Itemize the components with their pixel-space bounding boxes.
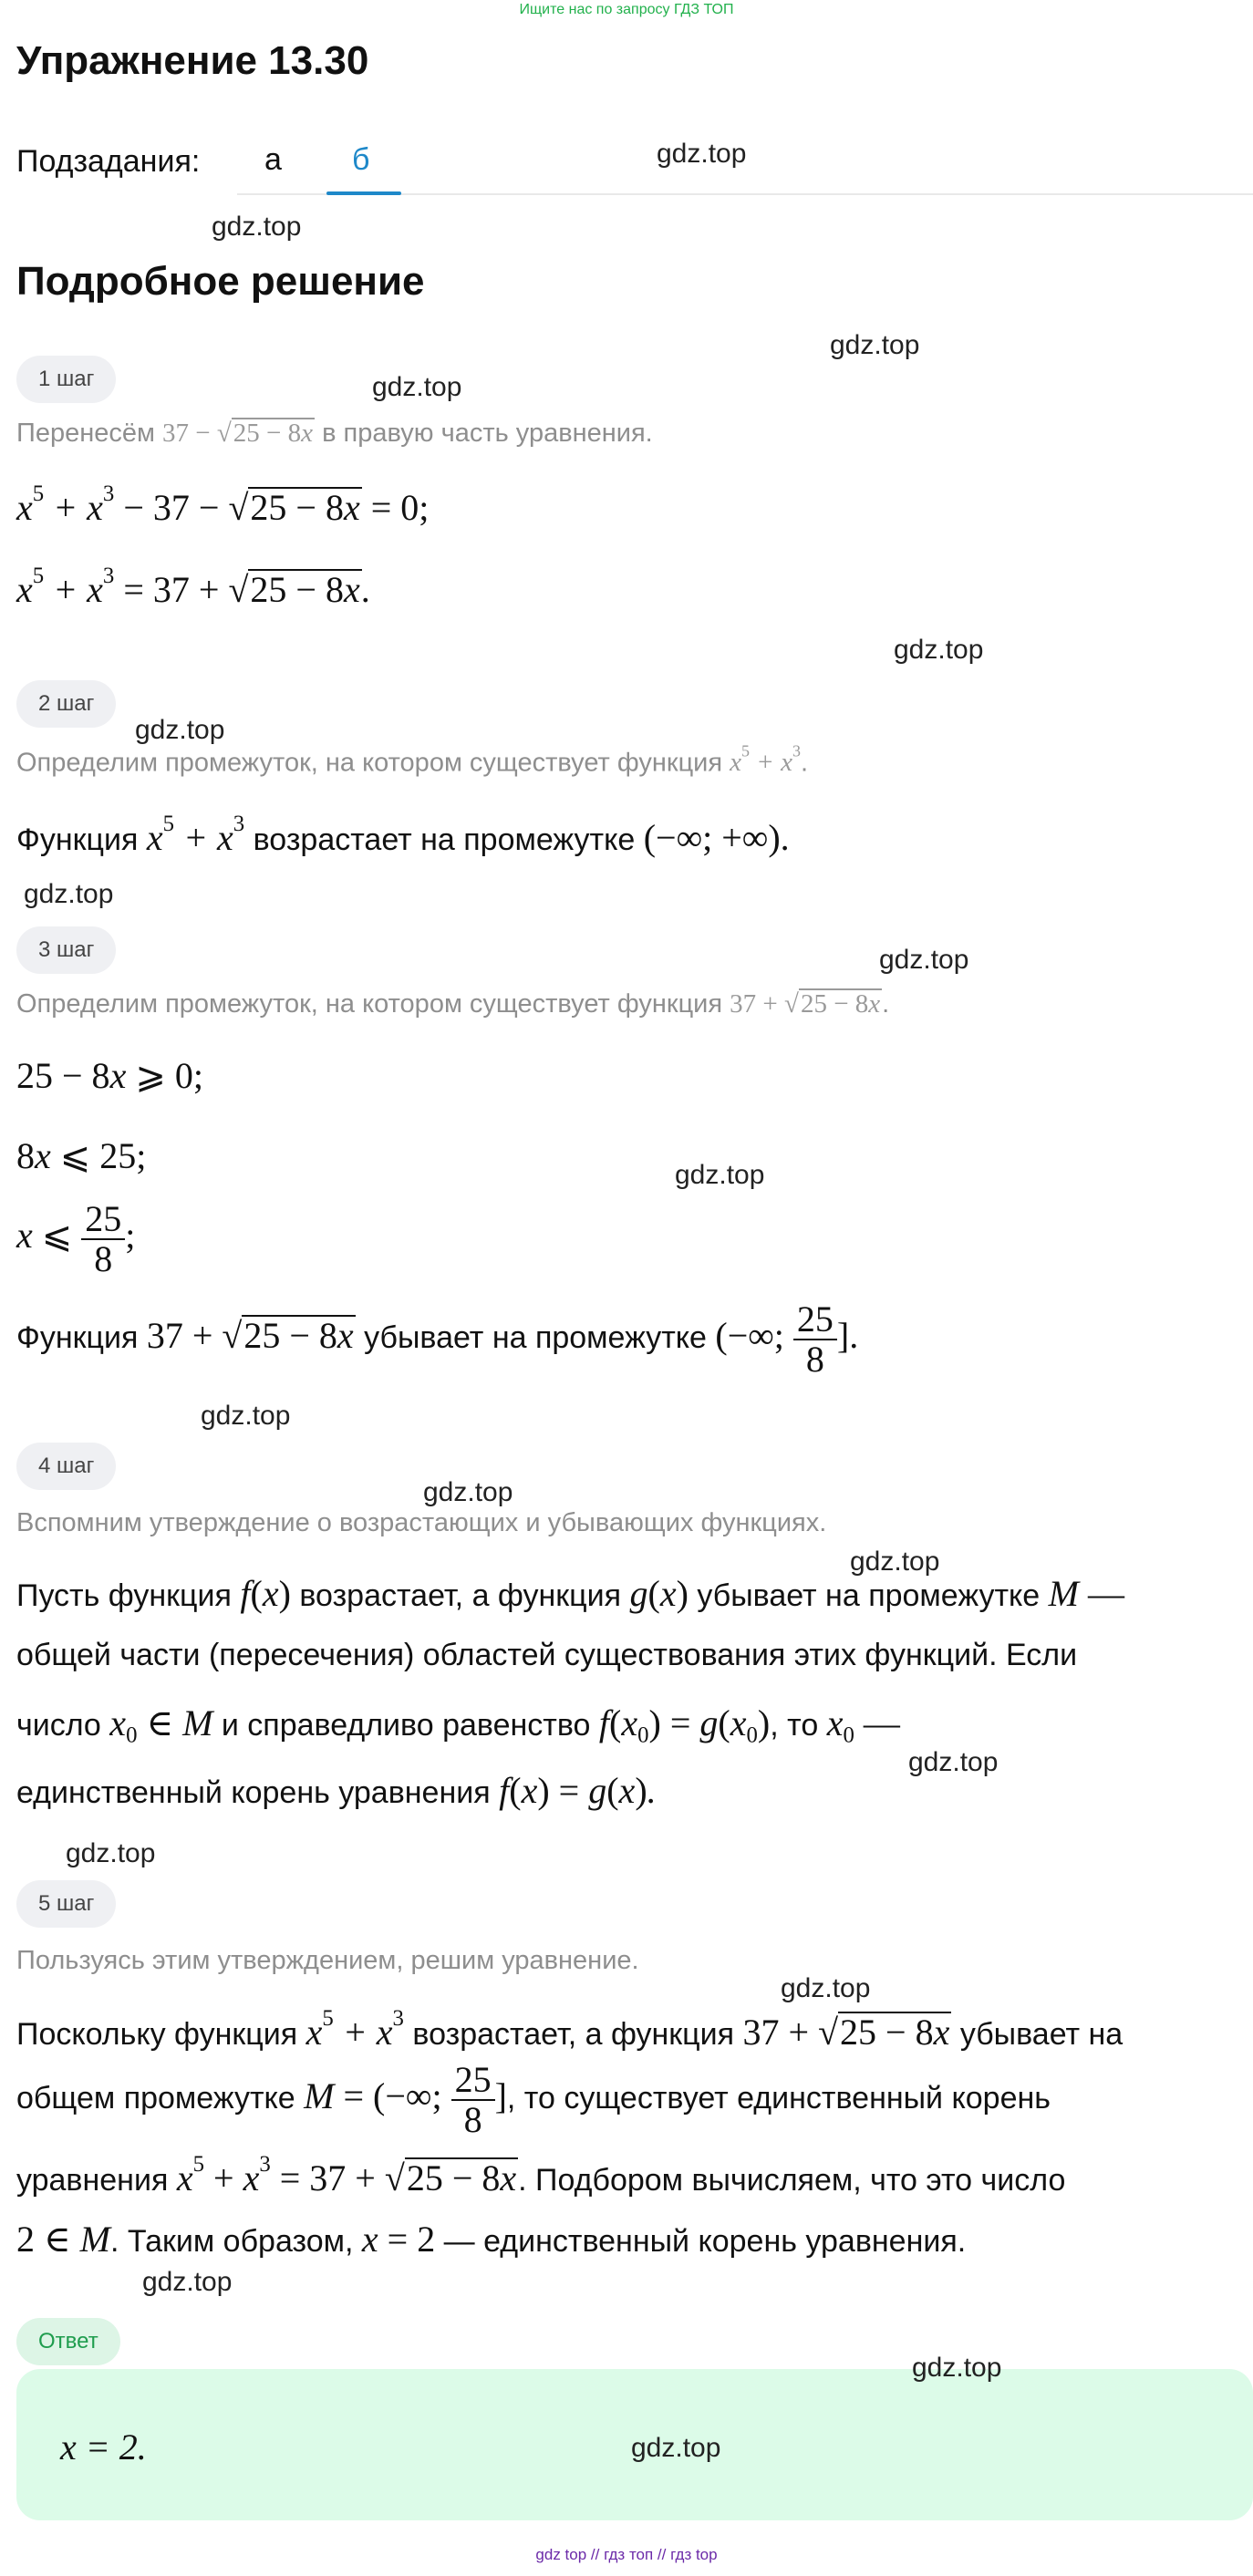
- step-5-text-3: убывает на: [959, 2017, 1124, 2053]
- step-4-text-7: , то: [770, 1708, 819, 1743]
- step-5-formula-3: $x^5 + x^3 = 37 + √25 - 8x$: [176, 2152, 517, 2199]
- step-3-text-pre: Функция: [16, 1320, 139, 1356]
- step-1-hint-tail: в правую часть уравнения.: [322, 419, 653, 448]
- step-1-hint-formula: 37 − √25 − 8x: [162, 419, 314, 448]
- step-2-statement: [16, 812, 790, 859]
- step-2-text-pre: Функция: [16, 822, 139, 858]
- watermark: gdz.top: [850, 1547, 940, 1577]
- watermark: gdz.top: [675, 1160, 765, 1190]
- step-5-text-6: уравнения: [16, 2163, 169, 2198]
- step-3-inequality-2: 8x ⩽ 25;: [16, 1135, 147, 1176]
- step-3-hint-text: Определим промежуток, на котором существует функция: [16, 989, 723, 1019]
- step-1-badge: 1 шаг: [16, 356, 116, 403]
- step-1-hint-text: Перенесём: [16, 419, 155, 448]
- step-5-line-3: [16, 2152, 1065, 2199]
- watermark: gdz.top: [142, 2267, 233, 2297]
- step-3-interval: (−∞; $\frac{25}{8}$ ].: [715, 1298, 859, 1380]
- step-1-equation-2: $x^5 + x^3 = 37 + √25 - 8x$.: [16, 564, 371, 611]
- step-5-text-9: — единственный корень уравнения.: [443, 2224, 967, 2259]
- watermark: gdz.top: [631, 2433, 721, 2463]
- answer-badge: Ответ: [16, 2318, 120, 2365]
- watermark: gdz.top: [912, 2353, 1002, 2383]
- step-3-inequality-3: x ⩽ $\frac{25}{8}$ ;: [16, 1198, 136, 1279]
- subtask-tab-b[interactable]: б: [352, 142, 370, 177]
- step-4-line-2: общей части (пересечения) областей существования этих функций. Если: [16, 1638, 1078, 1672]
- step-5-two-in-m: 2 ∈ M: [16, 2219, 110, 2260]
- watermark: gdz.top: [24, 879, 114, 909]
- step-5-text-4: общем промежутке: [16, 2081, 295, 2116]
- step-3-formula: 37 + √25 − 8x: [146, 1315, 354, 1357]
- subtask-active-indicator: [326, 191, 401, 195]
- step-4-x0-in-m: $x_0$ ∈ M: [109, 1702, 213, 1748]
- step-2-interval: (−∞; +∞).: [643, 817, 790, 859]
- step-5-text-1: Поскольку функция: [16, 2017, 298, 2053]
- watermark: gdz.top: [908, 1747, 999, 1777]
- step-4-line-3: [16, 1702, 900, 1748]
- step-5-line-4: [16, 2218, 966, 2260]
- subtask-tab-a[interactable]: а: [264, 142, 282, 177]
- step-4-text-2: возрастает, а функция: [299, 1578, 622, 1613]
- step-5-formula-2: 37 + √25 − 8x: [742, 2012, 950, 2054]
- step-4-text-6: и справедливо равенство: [221, 1708, 591, 1743]
- watermark: gdz.top: [657, 139, 747, 169]
- step-1-hint: [16, 418, 653, 449]
- step-3-hint: Определим промежуток, на котором существует функция 37 + √25 − 8x.: [16, 989, 890, 1019]
- watermark: gdz.top: [879, 945, 969, 975]
- step-5-text-7: . Подбором вычисляем, что это число: [518, 2163, 1066, 2198]
- step-5-x-equals-2: x = 2: [361, 2219, 436, 2260]
- step-4-equality: $f(x_0) = g(x_0)$: [598, 1702, 771, 1748]
- step-2-text-post: возрастает на промежутке: [253, 822, 636, 858]
- watermark: gdz.top: [781, 1973, 871, 2003]
- step-4-hint: Вспомним утверждение о возрастающих и убывающих функциях.: [16, 1508, 827, 1537]
- watermark: gdz.top: [201, 1401, 291, 1431]
- step-5-hint: Пользуясь этим утверждением, решим уравнение.: [16, 1946, 639, 1975]
- step-2-hint-formula: $x^5 + x^3$: [730, 742, 801, 778]
- answer-value: x = 2.: [60, 2426, 147, 2467]
- subtasks-label: Подзадания:: [16, 144, 201, 179]
- step-1-equation-1: $x^5 + x^3 - 37 - √25 - 8x = 0$;: [16, 481, 430, 529]
- step-4-text-1: Пусть функция: [16, 1578, 232, 1613]
- step-3-statement: [16, 1300, 858, 1379]
- watermark: gdz.top: [66, 1838, 156, 1868]
- step-4-badge: 4 шаг: [16, 1443, 116, 1490]
- step-3-badge: 3 шаг: [16, 926, 116, 974]
- watermark: gdz.top: [372, 372, 462, 402]
- step-4-f-of-x: f(x): [240, 1573, 291, 1614]
- step-4-text-3: убывает на промежутке: [697, 1578, 1041, 1613]
- step-4-equation: f(x) = g(x).: [499, 1770, 657, 1811]
- watermark: gdz.top: [830, 330, 920, 360]
- step-4-text-8: единственный корень уравнения: [16, 1775, 491, 1810]
- page-title: Упражнение 13.30: [16, 38, 369, 83]
- step-5-formula-1: $x^5 + x^3$: [305, 2006, 404, 2054]
- step-3-text-post: убывает на промежутке: [364, 1320, 707, 1356]
- step-2-badge: 2 шаг: [16, 680, 116, 728]
- top-banner: Ищите нас по запросу ГДЗ ТОП: [519, 2, 734, 17]
- section-title: Подробное решение: [16, 259, 425, 304]
- step-4-text-5: число: [16, 1708, 101, 1743]
- step-4-line-1: [16, 1572, 1124, 1615]
- step-2-formula: $x^5 + x^3$: [146, 812, 245, 859]
- watermark: gdz.top: [894, 635, 984, 665]
- step-3-hint-formula: 37 + √25 − 8x: [730, 989, 881, 1019]
- step-5-text-2: возрастает, а функция: [412, 2017, 735, 2053]
- step-5-text-5: , то существует единственный корень: [506, 2081, 1051, 2116]
- step-4-m: M —: [1048, 1573, 1124, 1614]
- watermark: gdz.top: [212, 212, 302, 242]
- step-4-g-of-x: g(x): [629, 1573, 689, 1614]
- step-4-line-4: [16, 1769, 657, 1812]
- step-2-hint-text: Определим промежуток, на котором существует функция: [16, 748, 723, 778]
- step-4-x0: $x_0$ —: [826, 1702, 900, 1748]
- step-3-inequality-1: 25 − 8x ⩾ 0;: [16, 1055, 203, 1096]
- watermark: gdz.top: [135, 715, 225, 745]
- step-5-line-1: [16, 2006, 1123, 2054]
- footer-links[interactable]: gdz top // гдз топ // гдз top: [535, 2546, 718, 2563]
- step-2-hint: Определим промежуток, на котором существует функция $x^5 + x^3$.: [16, 742, 809, 778]
- step-5-badge: 5 шаг: [16, 1880, 116, 1928]
- watermark: gdz.top: [423, 1477, 513, 1507]
- step-5-line-2: [16, 2061, 1051, 2139]
- step-5-text-8: . Таким образом,: [109, 2224, 354, 2259]
- step-5-interval: M = (−∞; $\frac{25}{8}$ ]: [304, 2059, 507, 2140]
